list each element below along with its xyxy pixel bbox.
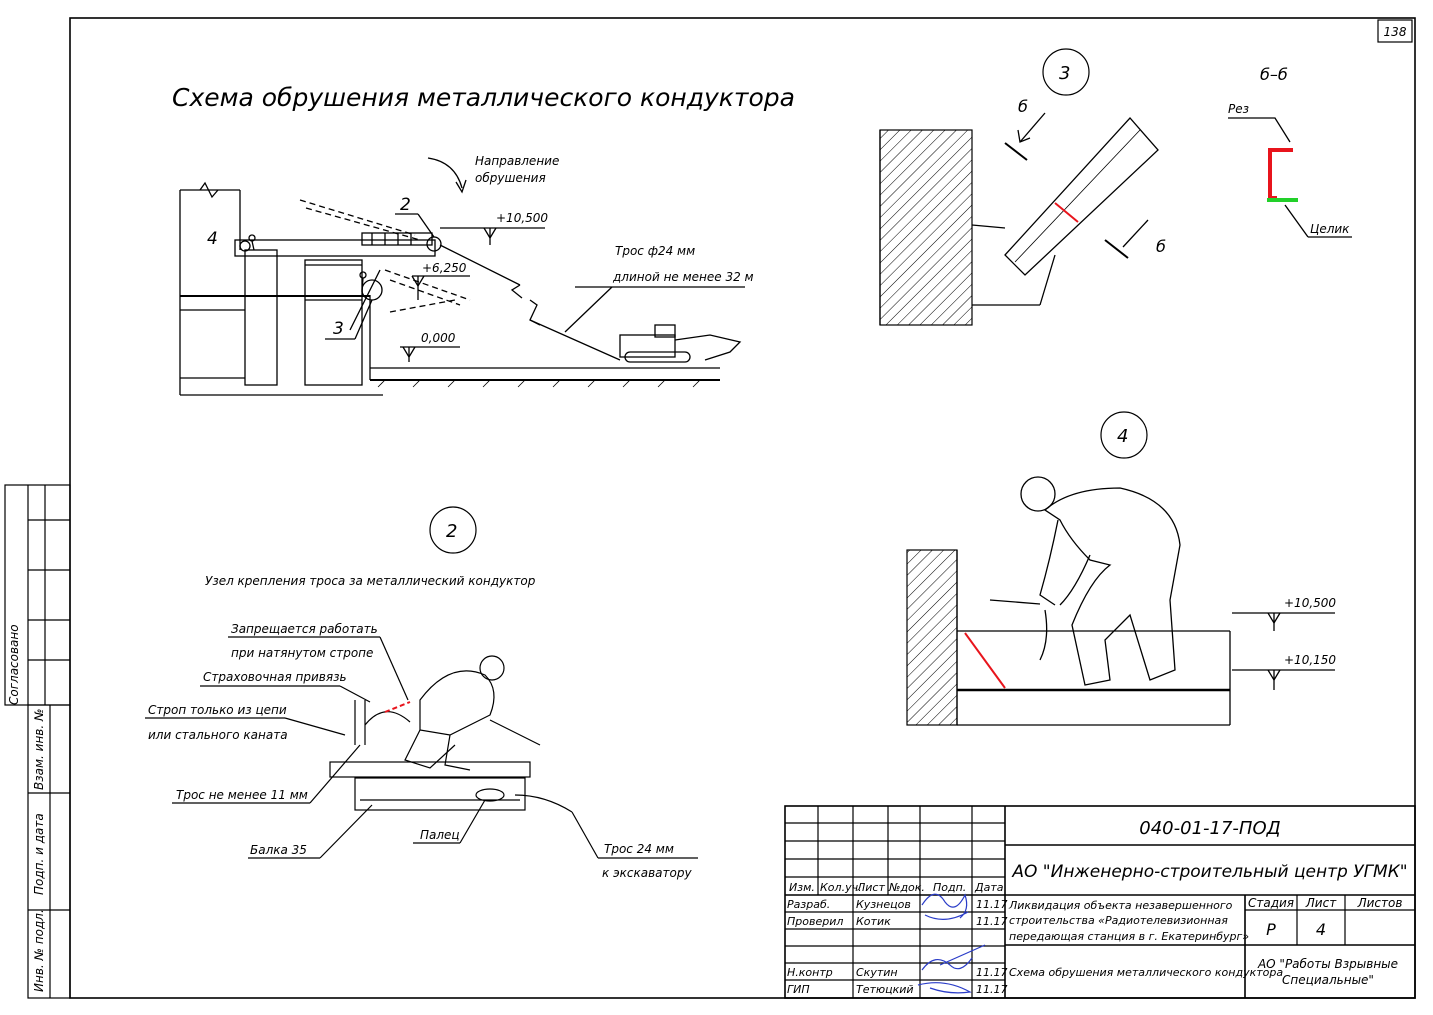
- hdr-doc: №док.: [889, 881, 925, 894]
- project-name-1: Ликвидация объекта незавершенного: [1009, 899, 1233, 912]
- signatures: [918, 894, 985, 993]
- detail4-level-low: +10,150: [1284, 653, 1337, 667]
- level-mid-label: +6,250: [422, 261, 467, 275]
- sheet-label: Лист: [1305, 896, 1337, 910]
- sheet-value: 4: [1315, 920, 1327, 939]
- drawing-title: Схема обрушения металлического кондуктора: [172, 83, 795, 112]
- project-name-2: строительства «Радиотелевизионная: [1009, 914, 1228, 927]
- row-date-3: 11.17: [976, 966, 1008, 979]
- hdr-koluch: Кол.уч.: [820, 881, 862, 894]
- label-harness: Страховочная привязь: [203, 670, 347, 684]
- side-inv-orig: Инв. № подл.: [32, 909, 46, 992]
- detail4-level-top: +10,500: [1284, 596, 1337, 610]
- section-title: б–б: [1260, 65, 1288, 84]
- detail-4: [907, 412, 1335, 725]
- drawing-code: 040-01-17-ПОД: [1139, 818, 1281, 839]
- level-top-label: +10,500: [496, 211, 549, 225]
- hdr-list: Лист: [857, 881, 885, 894]
- overview-callout-2: 2: [400, 195, 411, 215]
- detail2-circle-label: 2: [446, 521, 458, 542]
- level-zero-label: 0,000: [421, 331, 456, 345]
- sling-marker: [385, 702, 410, 712]
- label-to-excavator: к экскаватору: [602, 866, 692, 880]
- detail3-circle-label: 3: [1059, 63, 1071, 84]
- section-mark-1: б: [1018, 97, 1028, 116]
- sheets-label: Листов: [1357, 896, 1403, 910]
- row-role-4: ГИП: [787, 983, 810, 996]
- project-name-3: передающая станция в г. Екатеринбург»: [1009, 930, 1250, 943]
- label-forbidden-1: Запрещается работать: [231, 622, 378, 636]
- label-cable-11: Трос не менее 11 мм: [176, 788, 308, 802]
- cut-profile: [1270, 150, 1293, 198]
- row-name-1: Кузнецов: [856, 898, 911, 911]
- detail2-caption: Узел крепления троса за металлический кондуктор: [205, 574, 536, 588]
- overview-callout-3: 3: [333, 319, 344, 339]
- cable-label-1: Трос ф24 мм: [615, 244, 696, 258]
- remain-label: Целик: [1310, 222, 1350, 236]
- cable-label-2: длиной не менее 32 м: [613, 270, 754, 284]
- label-pin: Палец: [420, 828, 460, 842]
- row-role-1: Разраб.: [787, 898, 831, 911]
- side-inv-swap: Взам. инв. №: [32, 708, 46, 790]
- row-role-2: Проверил: [787, 915, 844, 928]
- hdr-sign: Подп.: [933, 881, 967, 894]
- row-date-4: 11.17: [976, 983, 1008, 996]
- side-sign-date: Подп. и дата: [32, 813, 46, 895]
- stage-value: Р: [1266, 920, 1276, 939]
- label-beam: Балка 35: [250, 843, 307, 857]
- detail-3: [880, 49, 1352, 325]
- drawing-name: Схема обрушения металлического кондуктора: [1009, 966, 1284, 979]
- row-name-2: Котик: [856, 915, 891, 928]
- direction-label-1: Направление: [475, 154, 560, 168]
- row-name-4: Тетюцкий: [856, 983, 914, 996]
- org-line-1: АО "Работы Взрывные: [1257, 957, 1399, 971]
- wall-hatch: [880, 130, 972, 325]
- side-agreed: Согласовано: [7, 624, 21, 705]
- row-date-2: 11.17: [976, 915, 1008, 928]
- section-mark-2: б: [1156, 237, 1166, 256]
- stage-label: Стадия: [1247, 896, 1295, 910]
- label-sling-1: Строп только из цепи: [148, 703, 287, 717]
- direction-label-2: обрушения: [475, 171, 546, 185]
- org-line-2: Специальные": [1282, 973, 1374, 987]
- sheet-number: 138: [1383, 25, 1407, 39]
- label-forbidden-2: при натянутом стропе: [231, 646, 374, 660]
- hdr-izm: Изм.: [789, 881, 815, 894]
- cut-line: [1055, 203, 1078, 222]
- row-name-3: Скутин: [856, 966, 898, 979]
- row-role-3: Н.контр: [787, 966, 833, 979]
- detail4-cut-line: [965, 633, 1005, 688]
- company-name: АО "Инженерно-строительный центр УГМК": [1012, 862, 1408, 882]
- cut-label: Рез: [1228, 102, 1249, 116]
- label-sling-2: или стального каната: [148, 728, 288, 742]
- hdr-date: Дата: [975, 881, 1004, 894]
- label-cable-24: Трос 24 мм: [604, 842, 674, 856]
- overview-callout-4: 4: [207, 229, 218, 249]
- detail4-circle-label: 4: [1117, 426, 1129, 447]
- row-date-1: 11.17: [976, 898, 1008, 911]
